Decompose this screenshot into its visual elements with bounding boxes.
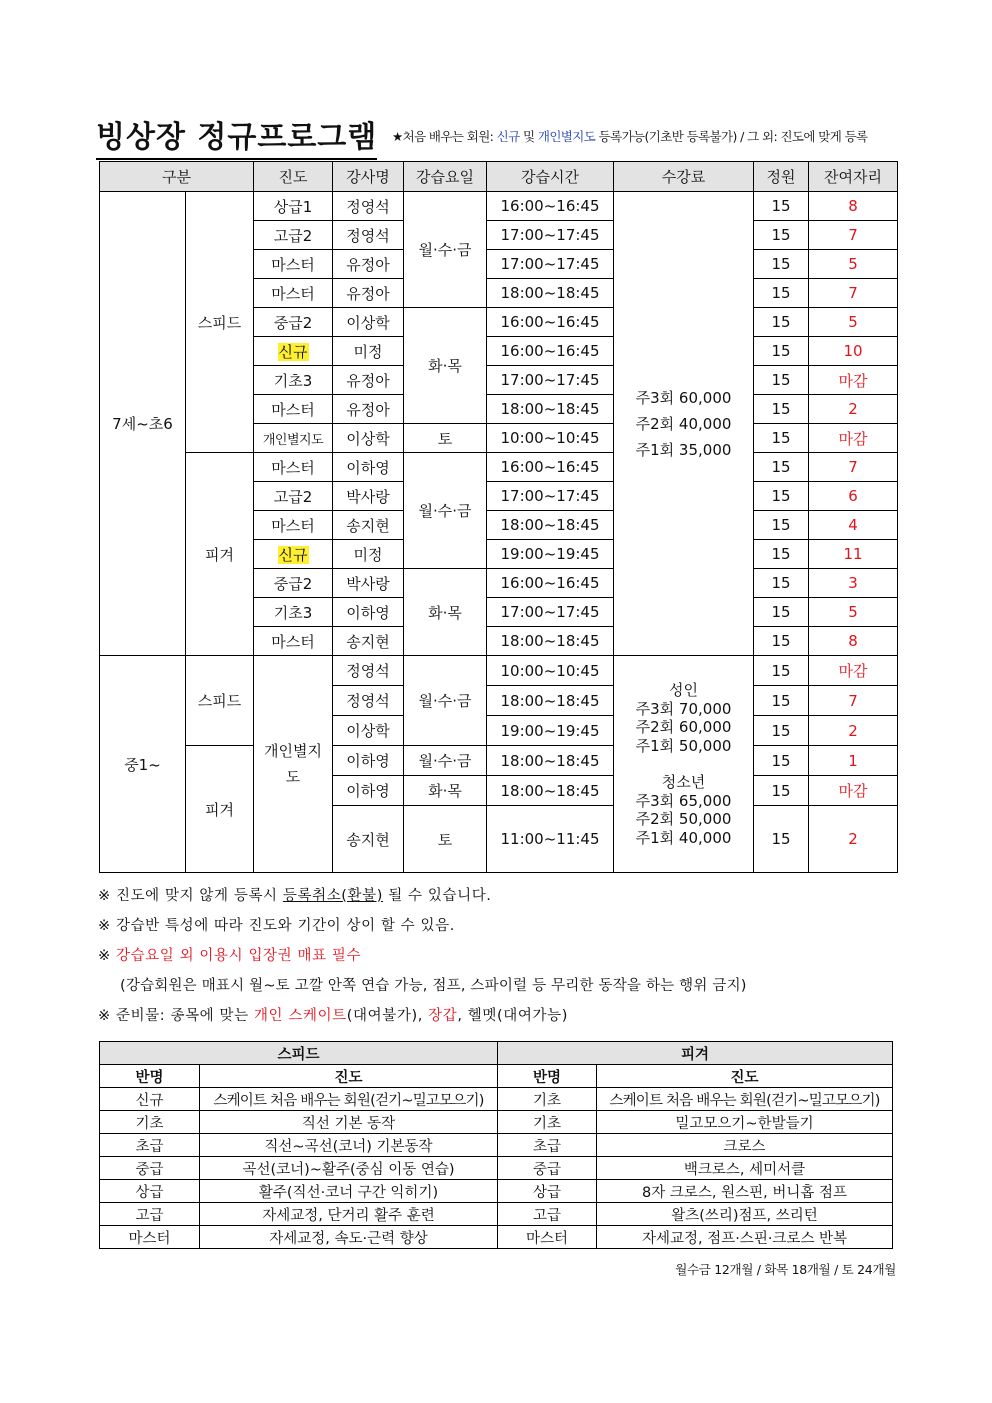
days-cell: 토 <box>404 806 487 873</box>
remaining-cell: 마감 <box>809 656 898 686</box>
time-cell: 16:00~16:45 <box>487 192 614 221</box>
capacity-cell: 15 <box>754 424 809 453</box>
days-cell: 월·수·금 <box>404 192 487 308</box>
header-time: 강습시간 <box>487 162 614 192</box>
figure-class: 기초 <box>498 1088 597 1111</box>
speed-progress: 곡선(코너)~활주(중심 이동 연습) <box>200 1157 498 1180</box>
figure-progress: 크로스 <box>597 1134 893 1157</box>
remaining-cell: 11 <box>809 540 898 569</box>
remaining-cell: 10 <box>809 337 898 366</box>
speed-class-header: 반명 <box>100 1065 200 1088</box>
remaining-cell: 2 <box>809 395 898 424</box>
remaining-cell: 5 <box>809 598 898 627</box>
remaining-cell: 7 <box>809 686 898 716</box>
header-fee: 수강료 <box>614 162 754 192</box>
instructor-cell: 박사랑 <box>333 482 404 511</box>
remaining-cell: 7 <box>809 453 898 482</box>
days-cell: 화·목 <box>404 569 487 656</box>
figure-progress-header: 진도 <box>597 1065 893 1088</box>
level-cell: 개인별지도 <box>254 424 333 453</box>
instructor-cell: 박사랑 <box>333 569 404 598</box>
level-private <box>254 656 333 873</box>
figure-class: 마스터 <box>498 1226 597 1249</box>
fee-middle <box>614 656 754 873</box>
curriculum-row <box>100 1226 893 1249</box>
figure-progress: 백크로스, 세미서클 <box>597 1157 893 1180</box>
days-cell: 토 <box>404 424 487 453</box>
speed-progress: 직선 기본 동작 <box>200 1111 498 1134</box>
level-cell: 마스터 <box>254 627 333 656</box>
instructor-cell: 이하영 <box>333 746 404 776</box>
speed-class: 기초 <box>100 1111 200 1134</box>
speed-class: 신규 <box>100 1088 200 1111</box>
table-row <box>100 656 898 686</box>
instructor-cell: 이상학 <box>333 424 404 453</box>
fee-line: 주3회 60,000 <box>635 388 732 407</box>
subgroup-figure: 피겨 <box>186 453 254 656</box>
time-cell: 18:00~18:45 <box>487 627 614 656</box>
remaining-cell: 5 <box>809 250 898 279</box>
fee-line: 주2회 60,000 <box>635 718 732 736</box>
level-cell <box>254 337 333 366</box>
level-cell: 기초3 <box>254 366 333 395</box>
note-suffix: 등록가능(기초반 등록불가) / 그 외: 진도에 맞게 등록 <box>595 129 868 144</box>
capacity-cell: 15 <box>754 806 809 873</box>
note-line: ※ 강습반 특성에 따라 진도와 기간이 상이 할 수 있음. <box>98 918 455 934</box>
speed-progress: 활주(직선·코너 구간 익히기) <box>200 1180 498 1203</box>
instructor-cell: 송지현 <box>333 627 404 656</box>
capacity-cell: 15 <box>754 482 809 511</box>
title-row <box>96 112 896 154</box>
page-title: 빙상장 정규프로그램 <box>96 112 377 160</box>
speed-progress: 자세교정, 단거리 활주 훈련 <box>200 1203 498 1226</box>
capacity-cell: 15 <box>754 221 809 250</box>
instructor-cell: 이하영 <box>333 776 404 806</box>
fee-title-youth: 청소년 <box>661 773 706 791</box>
level-cell: 중급2 <box>254 569 333 598</box>
level-cell: 기초3 <box>254 598 333 627</box>
note-line <box>98 881 898 911</box>
curriculum-figure-header: 피겨 <box>498 1042 893 1065</box>
header-category: 구분 <box>100 162 254 192</box>
time-cell: 18:00~18:45 <box>487 686 614 716</box>
fee-line: 주1회 50,000 <box>635 736 732 755</box>
level-cell: 중급2 <box>254 308 333 337</box>
header-remaining: 잔여자리 <box>809 162 898 192</box>
capacity-cell: 15 <box>754 395 809 424</box>
note-refund: 등록취소(환불) <box>282 888 384 904</box>
fee-line: 주1회 35,000 <box>635 440 732 459</box>
curriculum-group-row <box>100 1042 893 1065</box>
note-and: 및 <box>519 129 538 144</box>
level-cell: 마스터 <box>254 395 333 424</box>
capacity-cell: 15 <box>754 686 809 716</box>
capacity-cell: 15 <box>754 366 809 395</box>
curriculum-row <box>100 1111 893 1134</box>
fee-line: 주2회 50,000 <box>635 810 732 828</box>
schedule-table <box>99 161 898 873</box>
note-line <box>98 941 898 971</box>
fee-line: 주1회 40,000 <box>635 828 732 847</box>
curriculum-table <box>99 1041 893 1249</box>
header-level: 진도 <box>254 162 333 192</box>
level-cell: 마스터 <box>254 279 333 308</box>
time-cell: 10:00~10:45 <box>487 656 614 686</box>
speed-progress: 스케이트 처음 배우는 회원(걷기~밀고모으기) <box>200 1088 498 1111</box>
note-line <box>98 1001 898 1031</box>
group-middle: 중1~ <box>100 656 186 873</box>
header-capacity: 정원 <box>754 162 809 192</box>
figure-class-header: 반명 <box>498 1065 597 1088</box>
private-label: 개인별지도 <box>264 742 322 786</box>
figure-class: 고급 <box>498 1203 597 1226</box>
capacity-cell: 15 <box>754 569 809 598</box>
curriculum-speed-header: 스피드 <box>100 1042 498 1065</box>
remaining-cell: 8 <box>809 627 898 656</box>
remaining-cell: 마감 <box>809 424 898 453</box>
remaining-cell: 3 <box>809 569 898 598</box>
time-cell: 17:00~17:45 <box>487 482 614 511</box>
time-cell: 19:00~19:45 <box>487 716 614 746</box>
note-text: , 헬멧(대여가능) <box>457 1008 568 1024</box>
time-cell: 16:00~16:45 <box>487 569 614 598</box>
time-cell: 19:00~19:45 <box>487 540 614 569</box>
speed-class: 초급 <box>100 1134 200 1157</box>
time-cell: 18:00~18:45 <box>487 511 614 540</box>
note-text: (대여불가), <box>346 1008 429 1024</box>
remaining-cell: 1 <box>809 746 898 776</box>
time-cell: 16:00~16:45 <box>487 308 614 337</box>
curriculum-sub-row <box>100 1065 893 1088</box>
capacity-cell: 15 <box>754 511 809 540</box>
remaining-cell: 마감 <box>809 776 898 806</box>
instructor-cell: 정영석 <box>333 686 404 716</box>
capacity-cell: 15 <box>754 746 809 776</box>
instructor-cell: 정영석 <box>333 221 404 250</box>
time-cell: 17:00~17:45 <box>487 598 614 627</box>
curriculum-row <box>100 1203 893 1226</box>
instructor-cell: 이하영 <box>333 598 404 627</box>
subgroup-speed: 스피드 <box>186 656 254 746</box>
figure-progress: 밀고모으기~한발들기 <box>597 1111 893 1134</box>
figure-class: 상급 <box>498 1180 597 1203</box>
note-mark: ※ <box>98 948 116 964</box>
curriculum-row <box>100 1088 893 1111</box>
remaining-cell: 7 <box>809 279 898 308</box>
table-row <box>100 192 898 221</box>
fee-kids <box>614 192 754 656</box>
instructor-cell: 미정 <box>333 540 404 569</box>
days-cell: 월·수·금 <box>404 656 487 746</box>
new-level-highlight: 신규 <box>278 342 308 361</box>
note-prefix: ★처음 배우는 회원: <box>392 129 497 144</box>
fee-line: 주3회 70,000 <box>635 699 732 718</box>
note-text: ※ 준비물: 종목에 맞는 <box>98 1008 254 1024</box>
group-kids: 7세~초6 <box>100 192 186 656</box>
speed-class: 상급 <box>100 1180 200 1203</box>
time-cell: 11:00~11:45 <box>487 806 614 873</box>
capacity-cell: 15 <box>754 540 809 569</box>
level-cell: 고급2 <box>254 221 333 250</box>
instructor-cell: 이상학 <box>333 716 404 746</box>
note-text: ※ 진도에 맞지 않게 등록시 <box>98 888 283 904</box>
note-new: 신규 <box>496 129 520 144</box>
note-ticket: 강습요일 외 이용시 입장권 매표 필수 <box>115 948 362 964</box>
fee-line: 주3회 65,000 <box>635 791 732 810</box>
curriculum-row <box>100 1180 893 1203</box>
level-cell: 마스터 <box>254 453 333 482</box>
instructor-cell: 정영석 <box>333 656 404 686</box>
capacity-cell: 15 <box>754 453 809 482</box>
capacity-cell: 15 <box>754 192 809 221</box>
capacity-cell: 15 <box>754 337 809 366</box>
remaining-cell: 2 <box>809 716 898 746</box>
capacity-cell: 15 <box>754 716 809 746</box>
instructor-cell: 정영석 <box>333 192 404 221</box>
time-cell: 18:00~18:45 <box>487 746 614 776</box>
figure-class: 기초 <box>498 1111 597 1134</box>
curriculum-row <box>100 1157 893 1180</box>
time-cell: 18:00~18:45 <box>487 776 614 806</box>
instructor-cell: 유정아 <box>333 366 404 395</box>
speed-progress: 자세교정, 속도·근력 향상 <box>200 1226 498 1249</box>
speed-class: 중급 <box>100 1157 200 1180</box>
time-cell: 18:00~18:45 <box>487 395 614 424</box>
instructor-cell: 유정아 <box>333 279 404 308</box>
remaining-cell: 4 <box>809 511 898 540</box>
capacity-cell: 15 <box>754 656 809 686</box>
note-line: (강습회원은 매표시 월~토 고깔 안쪽 연습 가능, 점프, 스파이럴 등 무리한 동작을 하는 행위 금지) <box>120 978 747 994</box>
instructor-cell: 유정아 <box>333 250 404 279</box>
speed-class: 마스터 <box>100 1226 200 1249</box>
figure-progress: 왈츠(쓰리)점프, 쓰리턴 <box>597 1203 893 1226</box>
remaining-cell: 8 <box>809 192 898 221</box>
note-text: 될 수 있습니다. <box>383 888 492 904</box>
table-row <box>100 453 898 482</box>
days-cell: 월·수·금 <box>404 746 487 776</box>
time-cell: 10:00~10:45 <box>487 424 614 453</box>
new-level-highlight: 신규 <box>278 545 308 564</box>
figure-class: 중급 <box>498 1157 597 1180</box>
time-cell: 17:00~17:45 <box>487 221 614 250</box>
remaining-cell: 7 <box>809 221 898 250</box>
fee-title-adult: 성인 <box>669 681 698 699</box>
fee-line: 주2회 40,000 <box>635 414 732 433</box>
header-days: 강습요일 <box>404 162 487 192</box>
instructor-cell: 이상학 <box>333 308 404 337</box>
days-cell: 화·목 <box>404 308 487 424</box>
level-cell: 고급2 <box>254 482 333 511</box>
subgroup-figure: 피겨 <box>186 746 254 873</box>
note-private: 개인별지도 <box>537 129 596 144</box>
level-cell: 상급1 <box>254 192 333 221</box>
capacity-cell: 15 <box>754 279 809 308</box>
instructor-cell: 유정아 <box>333 395 404 424</box>
capacity-cell: 15 <box>754 598 809 627</box>
notes-section <box>98 881 898 1031</box>
schedule-header-row <box>100 162 898 192</box>
time-cell: 16:00~16:45 <box>487 337 614 366</box>
days-cell: 화·목 <box>404 776 487 806</box>
days-cell: 월·수·금 <box>404 453 487 569</box>
subgroup-speed: 스피드 <box>186 192 254 453</box>
table-row <box>100 746 898 776</box>
level-cell: 마스터 <box>254 250 333 279</box>
figure-progress: 8자 크로스, 원스핀, 버니홉 점프 <box>597 1180 893 1203</box>
header-instructor: 강사명 <box>333 162 404 192</box>
registration-note <box>392 127 868 145</box>
time-cell: 17:00~17:45 <box>487 366 614 395</box>
figure-progress: 스케이트 처음 배우는 회원(걷기~밀고모으기) <box>597 1088 893 1111</box>
remaining-cell: 마감 <box>809 366 898 395</box>
capacity-cell: 15 <box>754 627 809 656</box>
capacity-cell: 15 <box>754 776 809 806</box>
speed-class: 고급 <box>100 1203 200 1226</box>
instructor-cell: 송지현 <box>333 806 404 873</box>
note-gloves: 장갑 <box>428 1008 458 1024</box>
instructor-cell: 미정 <box>333 337 404 366</box>
note-skate: 개인 스케이트 <box>253 1008 347 1024</box>
period-footer: 월수금 12개월 / 화목 18개월 / 토 24개월 <box>675 1262 896 1277</box>
time-cell: 16:00~16:45 <box>487 453 614 482</box>
figure-class: 초급 <box>498 1134 597 1157</box>
speed-progress: 직선~곡선(코너) 기본동작 <box>200 1134 498 1157</box>
time-cell: 17:00~17:45 <box>487 250 614 279</box>
level-cell: 마스터 <box>254 511 333 540</box>
capacity-cell: 15 <box>754 250 809 279</box>
instructor-cell: 송지현 <box>333 511 404 540</box>
level-cell <box>254 540 333 569</box>
speed-progress-header: 진도 <box>200 1065 498 1088</box>
time-cell: 18:00~18:45 <box>487 279 614 308</box>
instructor-cell: 이하영 <box>333 453 404 482</box>
remaining-cell: 6 <box>809 482 898 511</box>
curriculum-row <box>100 1134 893 1157</box>
remaining-cell: 5 <box>809 308 898 337</box>
fee-spacer <box>614 755 753 773</box>
figure-progress: 자세교정, 점프·스핀·크로스 반복 <box>597 1226 893 1249</box>
remaining-cell: 2 <box>809 806 898 873</box>
capacity-cell: 15 <box>754 308 809 337</box>
